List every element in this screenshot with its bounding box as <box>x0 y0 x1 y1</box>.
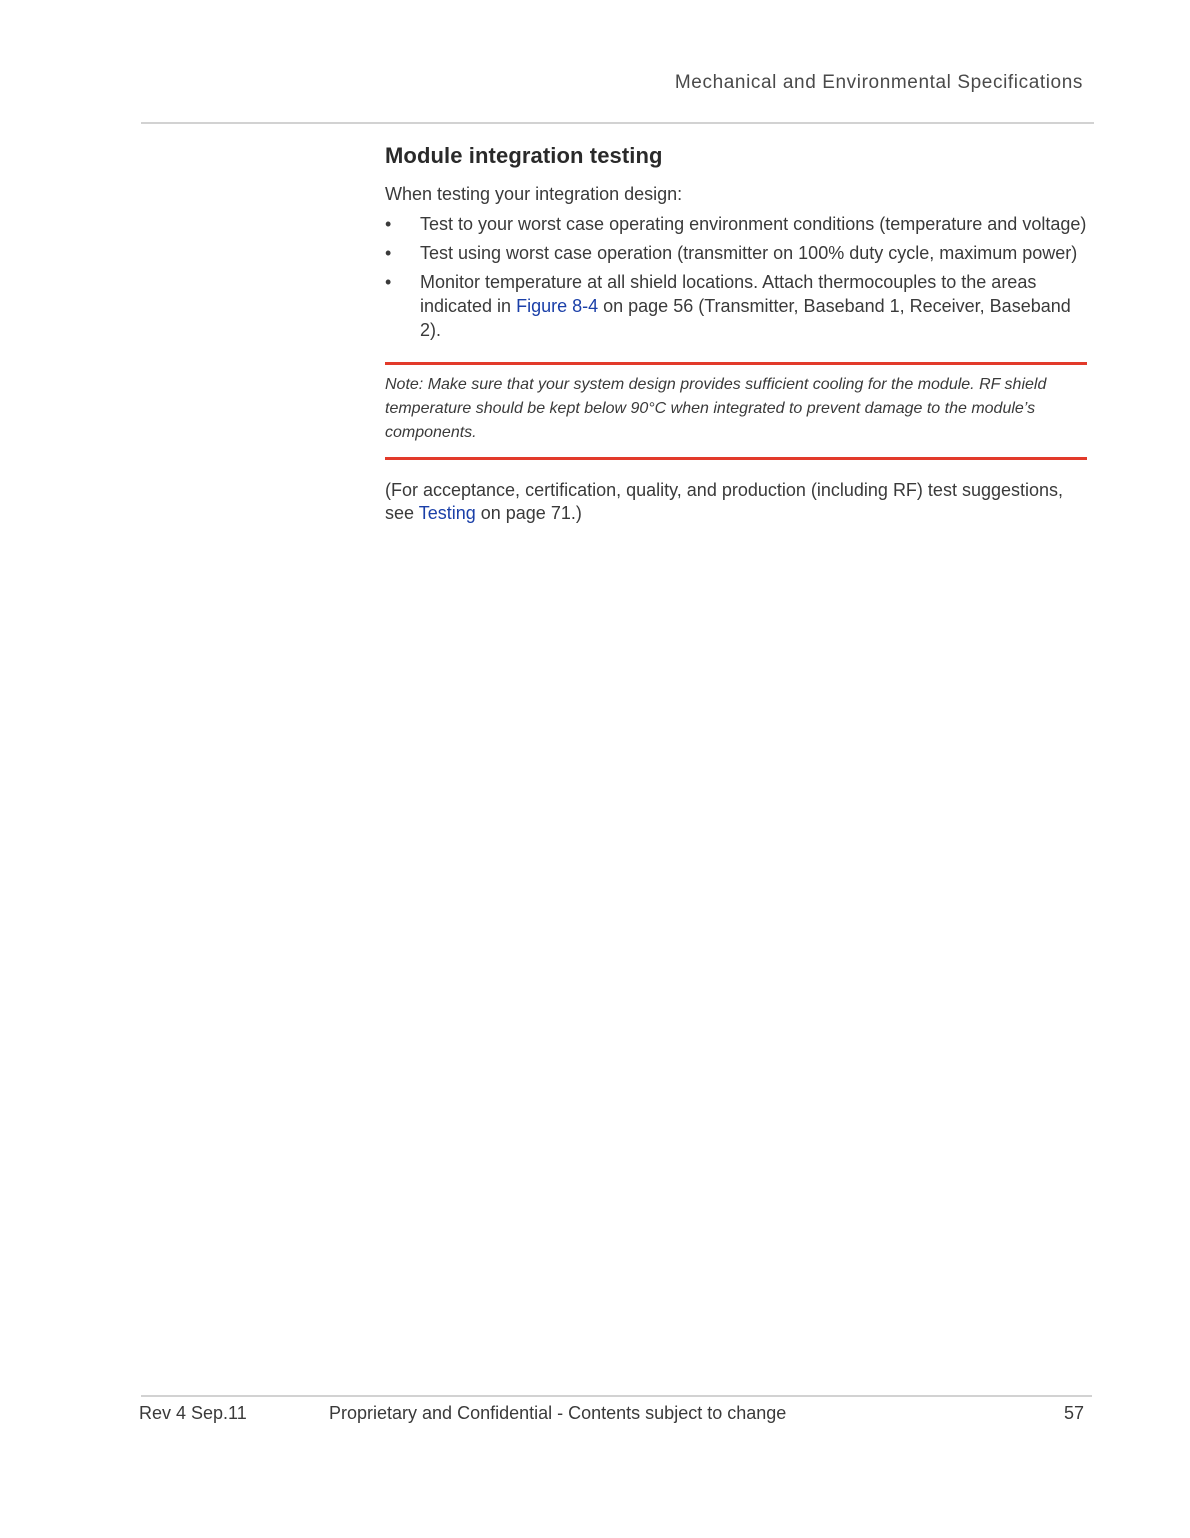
footer-confidentiality: Proprietary and Confidential - Contents subject to change <box>329 1403 787 1423</box>
bullet-icon: • <box>385 272 392 292</box>
bullet-icon: • <box>385 214 392 234</box>
running-header-title: Mechanical and Environmental Specifications <box>674 72 1083 93</box>
testing-reference-paragraph <box>385 479 1087 525</box>
list-item-text: Test using worst case operation (transmitter on 100% duty cycle, maximum power) <box>420 243 1078 263</box>
list-item-text-start: Monitor temperature at all shield locations. Attach thermocouples to the areas indicated in <box>420 272 1037 316</box>
footer-divider <box>141 1395 1092 1397</box>
list-item <box>385 212 1087 236</box>
list-item <box>385 241 1087 265</box>
list-item-text: Test to your worst case operating environment conditions (temperature and voltage) <box>420 214 1087 234</box>
footer-revision: Rev 4 Sep.11 <box>139 1403 247 1423</box>
page-number: 57 <box>1063 1403 1084 1423</box>
note-box <box>385 362 1087 460</box>
intro-paragraph: When testing your integration design: <box>385 184 683 204</box>
section-title: Module integration testing <box>385 143 663 168</box>
bullet-icon: • <box>385 243 392 263</box>
note-text: Note: Make sure that your system design provides sufficient cooling for the module. RF shield temperature should be kept below 90°C when integrated to prevent damage to the module’s components. <box>385 376 1047 441</box>
list-item <box>385 270 1087 342</box>
figure-8-4-link[interactable]: Figure 8-4 <box>516 296 599 316</box>
main-content <box>385 143 1087 543</box>
reference-text-start: (For acceptance, certification, quality, and production (including RF) test suggestions, see <box>385 480 1064 523</box>
header-divider <box>141 122 1094 124</box>
list-item-text-end: on page 56 (Transmitter, Baseband 1, Receiver, Baseband 2). <box>420 296 1071 340</box>
bullet-list <box>385 212 1087 342</box>
testing-link[interactable]: Testing <box>418 503 476 523</box>
reference-text-end: on page 71.) <box>475 503 582 523</box>
